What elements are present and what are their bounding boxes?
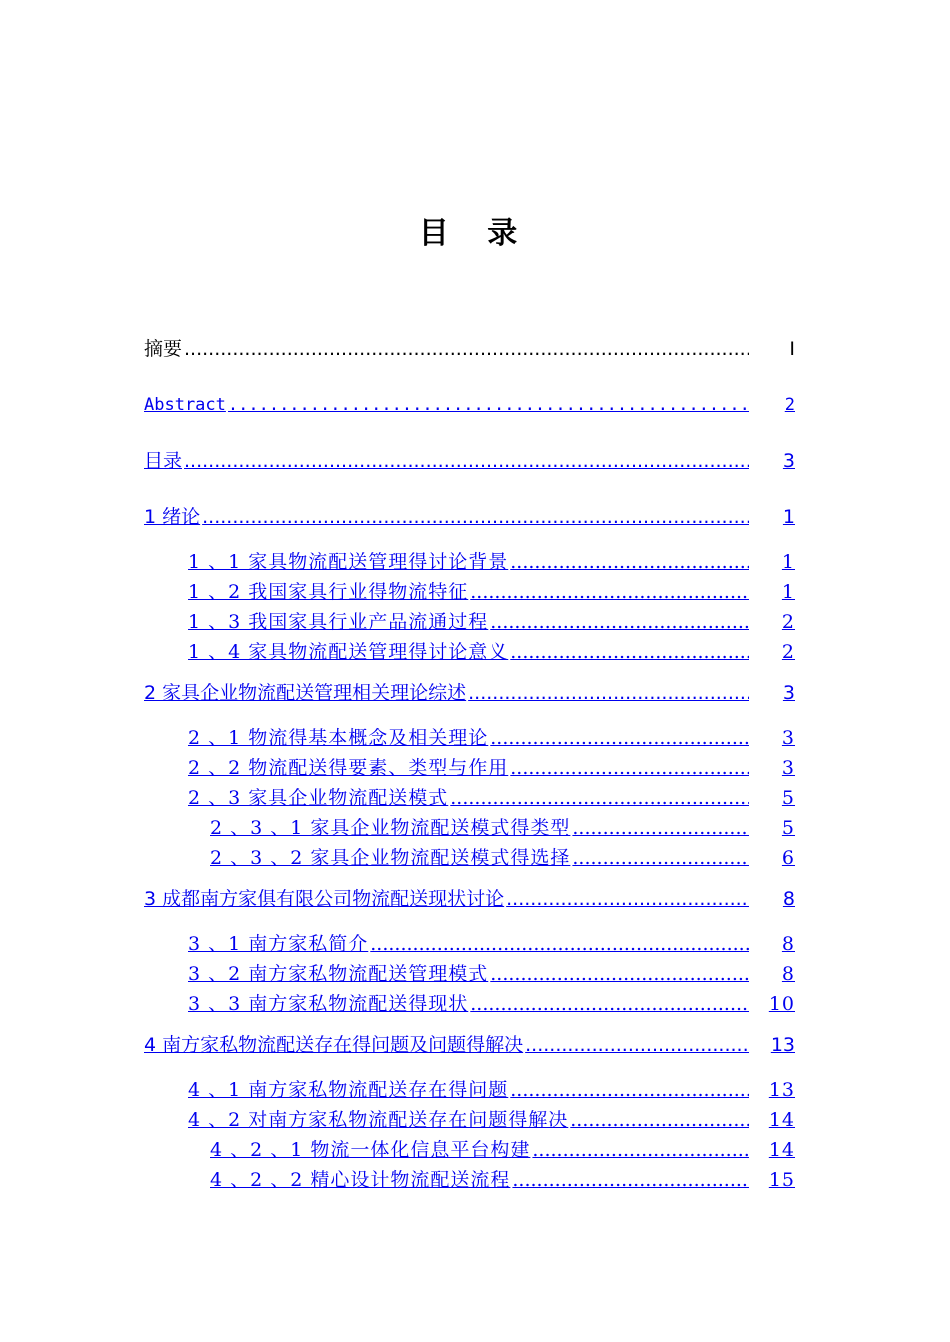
toc-entry-abstract-en[interactable]: [144, 392, 795, 418]
toc-leader-dots: [512, 1167, 749, 1193]
toc-entry-page: I: [789, 338, 795, 360]
toc-leader-dots: [450, 785, 749, 811]
toc-entry-section-3-3[interactable]: [188, 991, 795, 1017]
toc-entry-page: 15: [768, 1169, 795, 1191]
toc-entry-page: 8: [781, 963, 795, 985]
toc-entry-label: 1 、1 家具物流配送管理得讨论背景: [188, 551, 509, 573]
toc-leader-dots: [510, 755, 749, 781]
toc-entry-page: 13: [768, 1079, 795, 1101]
toc-entry-chapter-3[interactable]: [144, 886, 795, 912]
toc-leader-dots: [470, 579, 749, 605]
toc-entry-label: 3 、2 南方家私物流配送管理模式: [188, 963, 489, 985]
toc-entry-section-2-3-2[interactable]: [210, 845, 795, 871]
toc-entry-page: 1: [781, 581, 795, 603]
toc-entry-page: 3: [781, 757, 795, 779]
toc-entry-label: 4 南方家私物流配送存在得问题及问题得解决: [144, 1034, 524, 1056]
toc-leader-dots: [572, 845, 749, 871]
toc-entry-label: 2 家具企业物流配送管理相关理论综述: [144, 682, 467, 704]
toc-leader-dots: [202, 504, 749, 530]
toc-leader-dots: [468, 680, 749, 706]
toc-entry-page: 14: [768, 1109, 795, 1131]
toc-leader-dots: [510, 549, 749, 575]
toc-entry-section-3-1[interactable]: [188, 931, 795, 957]
toc-leader-dots: [490, 961, 749, 987]
toc-entry-chapter-2[interactable]: [144, 680, 795, 706]
toc-leader-dots: [184, 448, 749, 474]
toc-leader-dots: [510, 639, 749, 665]
toc-entry-section-4-2-1[interactable]: [210, 1137, 795, 1163]
toc-leader-dots: [490, 725, 749, 751]
toc-entry-label: 4 、2 、1 物流一体化信息平台构建: [210, 1139, 531, 1161]
toc-entry-contents[interactable]: [144, 448, 795, 474]
toc-entry-label: 4 、2 、2 精心设计物流配送流程: [210, 1169, 511, 1191]
toc-entry-label: 4 、1 南方家私物流配送存在得问题: [188, 1079, 509, 1101]
toc-entry-label: 摘要: [144, 338, 183, 360]
toc-entry-page: 3: [782, 682, 795, 704]
toc-entry-section-3-2[interactable]: [188, 961, 795, 987]
toc-leader-dots: [525, 1032, 749, 1058]
toc-entry-chapter-1[interactable]: [144, 504, 795, 530]
toc-entry-section-1-1[interactable]: [188, 549, 795, 575]
toc-leader-dots: [184, 336, 749, 362]
toc-leader-dots: [510, 1077, 749, 1103]
toc-entry-page: 8: [782, 888, 795, 910]
toc-entry-label: 3 、1 南方家私简介: [188, 933, 369, 955]
toc-entry-label: 3 成都南方家俱有限公司物流配送现状讨论: [144, 888, 505, 910]
toc-leader-dots: [506, 886, 749, 912]
toc-entry-label: Abstract: [144, 395, 226, 415]
toc-entry-section-2-3[interactable]: [188, 785, 795, 811]
toc-entry-page: 1: [781, 551, 795, 573]
toc-leader-dots: [572, 815, 749, 841]
toc-entry-label: 目录: [144, 450, 183, 472]
toc-entry-page: 2: [781, 611, 795, 633]
toc-leader-dots: [570, 1107, 749, 1133]
toc-leader-dots: [470, 991, 749, 1017]
toc-leader-dots: [532, 1137, 749, 1163]
toc-entry-page: 5: [781, 817, 795, 839]
toc-entry-label: 2 、3 、2 家具企业物流配送模式得选择: [210, 847, 571, 869]
toc-leader-dots: [490, 609, 749, 635]
toc-entry-section-1-3[interactable]: [188, 609, 795, 635]
toc-entry-chapter-4[interactable]: [144, 1032, 795, 1058]
toc-entry-label: 1 、2 我国家具行业得物流特征: [188, 581, 469, 603]
toc-entry-page: 13: [770, 1034, 795, 1056]
toc-entry-abstract-cn[interactable]: [144, 336, 795, 362]
toc-entry-label: 1 、3 我国家具行业产品流通过程: [188, 611, 489, 633]
toc-entry-label: 2 、3 、1 家具企业物流配送模式得类型: [210, 817, 571, 839]
toc-entry-section-1-2[interactable]: [188, 579, 795, 605]
toc-leader-dots: [370, 931, 749, 957]
page-title: 目 录: [418, 216, 532, 251]
toc-entry-section-4-2[interactable]: [188, 1107, 795, 1133]
toc-entry-label: 2 、2 物流配送得要素、类型与作用: [188, 757, 509, 779]
toc-entry-section-2-1[interactable]: [188, 725, 795, 751]
toc-entry-page: 14: [768, 1139, 795, 1161]
toc-entry-page: 6: [781, 847, 795, 869]
toc-entry-page: 2: [781, 641, 795, 663]
toc-entry-section-4-1[interactable]: [188, 1077, 795, 1103]
toc-entry-page: 10: [768, 993, 795, 1015]
toc-entry-page: 5: [781, 787, 795, 809]
toc-entry-label: 1 绪论: [144, 506, 201, 528]
toc-entry-page: 1: [782, 506, 795, 528]
toc-entry-label: 2 、3 家具企业物流配送模式: [188, 787, 449, 809]
toc-entry-page: 8: [781, 933, 795, 955]
toc-entry-page: 2: [784, 395, 795, 415]
toc-leader-dots: [228, 392, 749, 418]
toc-entry-label: 2 、1 物流得基本概念及相关理论: [188, 727, 489, 749]
toc-entry-label: 4 、2 对南方家私物流配送存在问题得解决: [188, 1109, 569, 1131]
toc-entry-label: 1 、4 家具物流配送管理得讨论意义: [188, 641, 509, 663]
toc-entry-page: 3: [782, 450, 795, 472]
toc-entry-label: 3 、3 南方家私物流配送得现状: [188, 993, 469, 1015]
toc-entry-section-4-2-2[interactable]: [210, 1167, 795, 1193]
toc-entry-section-1-4[interactable]: [188, 639, 795, 665]
toc-entry-section-2-2[interactable]: [188, 755, 795, 781]
toc-entry-section-2-3-1[interactable]: [210, 815, 795, 841]
toc-entry-page: 3: [781, 727, 795, 749]
